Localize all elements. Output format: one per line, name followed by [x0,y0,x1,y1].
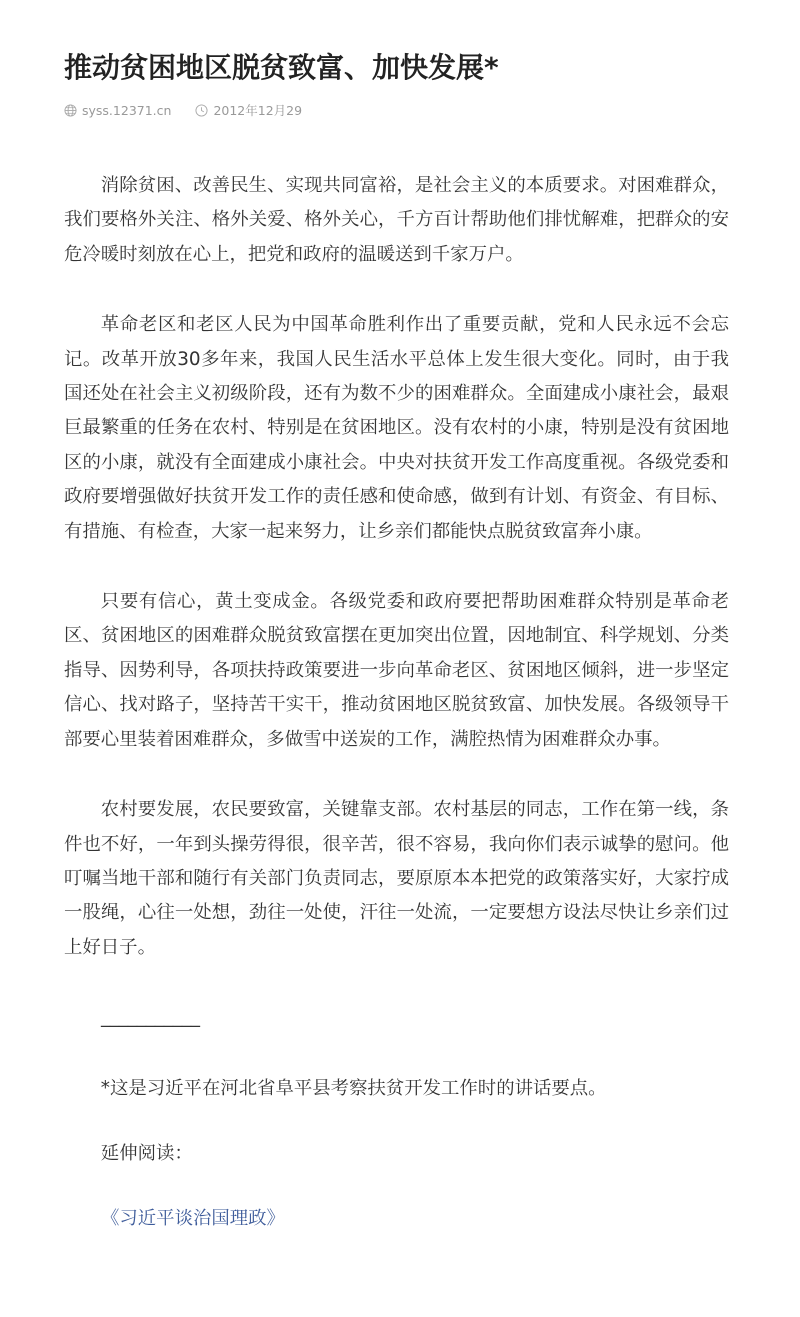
further-reading-item [64,1202,729,1236]
paragraph: 革命老区和老区人民为中国革命胜利作出了重要贡献，党和人民永远不会忘记。改革开放30多年来，我国人民生活水平总体上发生很大变化。同时，由于我国还处在社会主义初级阶段，还有为数不少的困难群众。全面建成小康社会，最艰巨最繁重的任务在农村、特别是在贫困地区。没有农村的小康，特别是没有贫困地区的小康，就没有全面建成小康社会。中央对扶贫开发工作高度重视。各级党委和政府要增强做好扶贫开发工作的责任感和使命感，做到有计划、有资金、有目标、有措施、有检查，大家一起来努力，让乡亲们都能快点脱贫致富奔小康。 [64,314,729,542]
article-meta [64,100,302,120]
source-text: syss.12371.cn [82,102,172,118]
article-body [64,169,729,1237]
footnote-divider: ___________ [101,1007,200,1029]
source-meta [64,103,171,118]
further-reading-label: 延伸阅读： [100,1142,193,1164]
date-meta [195,101,302,119]
footnote: *这是习近平在河北省阜平县考察扶贫开发工作时的讲话要点。 [100,1077,607,1099]
further-reading-link[interactable]: 《习近平谈治国理政》 [101,1208,285,1230]
paragraph: 消除贫困、改善民生、实现共同富裕，是社会主义的本质要求。对困难群众，我们要格外关注、格外关爱、格外关心，千方百计帮助他们排忧解难，把群众的安危冷暖时刻放在心上，把党和政府的温暖送到千家万户。 [64,175,729,265]
globe-icon [64,104,77,117]
date-text: 2012年12月29 [213,103,303,118]
paragraph: 只要有信心，黄土变成金。各级党委和政府要把帮助困难群众特别是革命老区、贫困地区的困难群众脱贫致富摆在更加突出位置，因地制宜、科学规划、分类指导、因势利导，各项扶持政策要进一步向革命老区、贫困地区倾斜，进一步坚定信心、找对路子，坚持苦干实干，推动贫困地区脱贫致富、加快发展。各级领导干部要心里装着困难群众，多做雪中送炭的工作，满腔热情为困难群众办事。 [64,591,729,750]
article-title: 推动贫困地区脱贫致富、加快发展* [64,51,499,84]
clock-icon [195,104,208,117]
paragraph: 农村要发展，农民要致富，关键靠支部。农村基层的同志，工作在第一线，条件也不好，一年到头操劳得很，很辛苦，很不容易，我向你们表示诚挚的慰问。他叮嘱当地干部和随行有关部门负责同志，要原原本本把党的政策落实好，大家拧成一股绳，心往一处想，劲往一处使，汗往一处流，一定要想方设法尽快让乡亲们过上好日子。 [64,799,729,958]
